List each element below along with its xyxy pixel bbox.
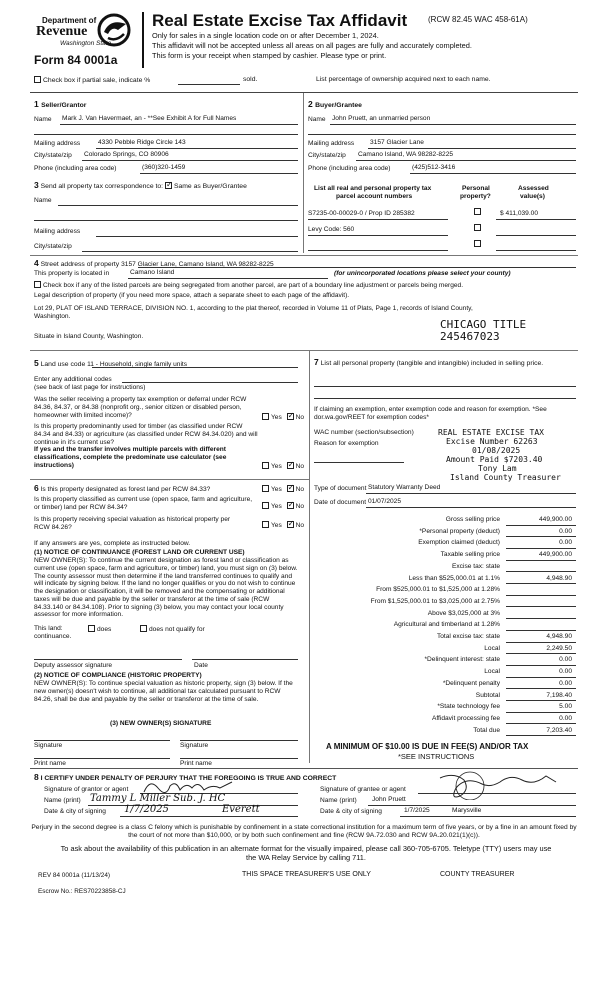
buyer-name-field[interactable]: John Pruett, an unmarried person xyxy=(332,115,431,122)
rule-6 xyxy=(30,479,309,480)
additional-codes-label: Enter any additional codes xyxy=(34,376,112,383)
pp-num: 7 xyxy=(314,357,319,367)
q2-no-checkbox[interactable] xyxy=(287,462,294,469)
tax-row-value[interactable]: 0.00 xyxy=(559,679,572,687)
new-owner-print-label-1: Print name xyxy=(34,760,66,767)
seller-name-label: Name xyxy=(34,116,52,123)
doc-type-label: Type of document xyxy=(314,485,367,492)
land-use-label: Land use code xyxy=(40,361,86,368)
legal-label: Legal description of property (if you need more space, attach a separate sheet to each page of the affidavit). xyxy=(34,292,350,299)
seller-name-field[interactable]: Mark J. Van Havermaet, an - **See Exhibit A for Full Names xyxy=(62,115,237,122)
forest-q2-yes[interactable] xyxy=(262,502,269,509)
personal-property-checkbox-2[interactable] xyxy=(474,224,481,231)
buyer-mailing-label: Mailing address xyxy=(308,140,355,147)
stamp-line2: Excise Number 62263 xyxy=(446,437,538,446)
tax-row-value[interactable]: 0.00 xyxy=(559,527,572,535)
forest-q2-answer: Yes ✓ No xyxy=(262,502,304,511)
personal-header2: property? xyxy=(460,193,491,200)
q2-answer: Yes ✓ No xyxy=(262,462,304,471)
escrow-label: Escrow No.: xyxy=(38,888,73,895)
street-label: Street address of property xyxy=(40,261,120,268)
new-owner-signature-label-2: Signature xyxy=(180,742,209,749)
middle-vertical-rule-2 xyxy=(309,351,310,763)
does-label: does xyxy=(97,626,112,633)
forest-q2: Is this property classified as current use (open space, farm and agriculture, or timber) land per RCW 84.34? xyxy=(34,496,253,511)
note3: This form is your receipt when stamped by cashier. Please type or print. xyxy=(152,51,387,60)
dept-line1: Department of xyxy=(42,16,97,25)
does-not-checkbox[interactable] xyxy=(140,625,147,632)
forest-num: 6 xyxy=(34,483,39,493)
tax-row-label: Affidavit processing fee xyxy=(431,714,500,722)
doc-type-field[interactable]: Statutory Warranty Deed xyxy=(368,484,441,491)
tax-row-value[interactable]: 0.00 xyxy=(559,714,572,722)
grantor-sig-label: Signature of grantor or agent xyxy=(44,786,129,793)
partial-sale-checkbox[interactable] xyxy=(34,76,41,83)
grantee-print-field[interactable]: John Pruett xyxy=(372,796,406,803)
rev-number: REV 84 0001a (11/13/24) xyxy=(38,872,111,879)
forest-q1-answer: Yes ✓ No xyxy=(262,485,304,494)
notice2-body: NEW OWNER(S): To continue special valuation as historic property, sign (3) below. If the new owner(s) doesn't wish to continue, all additional tax calculated pursuant to RCW 84.26, shall be due and payable by the seller or transferor at the time of sale. xyxy=(34,680,293,703)
tax-row-value[interactable]: 0.00 xyxy=(559,539,572,547)
availability-note: To ask about the availability of this publication in an alternate format for the visually impaired, please call 360-705-6705. Teletype (TTY) users may use the WA Relay Service by calling 711. xyxy=(60,844,552,862)
parcels-header2: parcel account numbers xyxy=(336,193,413,200)
seller-city-label: City/state/zip xyxy=(34,152,72,159)
reason-label: Reason for exemption xyxy=(314,440,379,447)
tax-row-value[interactable]: 0.00 xyxy=(559,668,572,676)
personal-property-checkbox-1[interactable] xyxy=(474,208,481,215)
county-treasurer: COUNTY TREASURER xyxy=(440,871,515,878)
property-num: 4 xyxy=(34,258,39,268)
additional-codes-note: (see back of last page for instructions) xyxy=(34,384,146,391)
ownership-note: List percentage of ownership acquired next to each name. xyxy=(316,76,491,83)
partial-sale: Check box if partial sale, indicate % xyxy=(34,76,150,85)
stamp-line1: REAL ESTATE EXCISE TAX xyxy=(438,428,544,437)
see-instructions: *SEE INSTRUCTIONS xyxy=(398,752,475,761)
assessed-value-field[interactable]: $ 411,039.00 xyxy=(500,210,539,217)
dept-line2: Revenue xyxy=(36,24,88,39)
tax-row-value[interactable]: 2,249.50 xyxy=(546,644,572,652)
notice1-body: NEW OWNER(S): To continue the current designation as forest land or classification as current use (open space, farm and agriculture, or timber) land, you must sign on (3) below. The county assessor must then determine if the land transferred continues to qualify and will indicate by signing below. If the land no longer qualifies or you do not wish to continue the designation or classification, it will be removed and the compensating or additional taxes will be due and payable by the seller or transferor at the time of sale (RCW 84.33.140 or 84.34.108). Prior to signing (3) below, you may contact your local county assessor for more information. xyxy=(34,557,298,619)
segregated: Check box if any of the listed parcels are being segregated from another parcel, are part of a boundary line adjustment or parcels being merged. xyxy=(34,281,463,290)
buyer-mailing-field[interactable]: 3157 Glacier Lane xyxy=(370,139,424,146)
q2-text: Is this property predominantly used for timber (as classified under RCW 84.34 and 84.33) or agriculture (as classified under RCW 84.34.020) and will continue in it's current use? xyxy=(34,423,258,446)
rule-8 xyxy=(30,768,578,769)
grantor-date-label: Date & city of signing xyxy=(44,808,106,815)
stamp-line6: Island County Treasurer xyxy=(450,473,561,482)
tax-row-label: *State technology fee xyxy=(437,703,500,711)
tax-row-label: *Delinquent penalty xyxy=(442,679,500,687)
does-checkbox[interactable] xyxy=(88,625,95,632)
tax-row-value[interactable]: 0.00 xyxy=(559,656,572,664)
levy-code-field[interactable]: Levy Code: 560 xyxy=(308,226,355,233)
q1-text: Was the seller receiving a property tax exemption or deferral under RCW 84.36, 84.37, or 84.38 (nonprofit org., senior citizen or disabled person, homeowner with limited income)? xyxy=(34,396,247,419)
corr-name-label: Name xyxy=(34,197,52,204)
doc-date-label: Date of document xyxy=(314,499,367,506)
land-use-num: 5 xyxy=(34,358,39,368)
deputy-date-label: Date xyxy=(194,662,208,669)
same-as-buyer-label: Same as Buyer/Grantee xyxy=(173,183,247,190)
citation: (RCW 82.45 WAC 458-61A) xyxy=(428,15,528,24)
new-owner-signature-label-1: Signature xyxy=(34,742,63,749)
seller-num: 1 xyxy=(34,99,39,109)
rule-5 xyxy=(30,350,578,351)
q1-yes-checkbox[interactable] xyxy=(262,413,269,420)
assessed-header1: Assessed xyxy=(518,185,549,192)
located-label: This property is located in xyxy=(34,270,110,277)
tax-row-value[interactable]: 4,948.90 xyxy=(546,574,572,582)
land-use-field[interactable]: 11 - Household, single family units xyxy=(87,361,188,368)
tax-row-label: Total due xyxy=(473,726,500,734)
seller-heading: Seller/Grantor xyxy=(41,102,87,109)
grantor-date-field[interactable]: 1/7/2025 xyxy=(124,804,169,815)
seller-mailing-label: Mailing address xyxy=(34,140,81,147)
treasurer-use: THIS SPACE TREASURER'S USE ONLY xyxy=(242,871,371,878)
wac-label: WAC number (section/subsection) xyxy=(314,429,414,436)
assessed-header2: value(s) xyxy=(520,193,545,200)
chicago-title: CHICAGO TITLE xyxy=(440,318,527,331)
q1-no-checkbox[interactable] xyxy=(287,413,294,420)
seller-phone-label: Phone (including area code) xyxy=(34,165,117,172)
note2: This affidavit will not be accepted unless all areas on all pages are fully and accurately completed. xyxy=(152,41,472,50)
buyer-city-field[interactable]: Camano Island, WA 98282-8225 xyxy=(358,151,454,158)
segregated-checkbox[interactable] xyxy=(34,281,41,288)
grantee-date-field[interactable]: 1/7/2025 xyxy=(404,807,430,814)
grantor-city-field[interactable]: Everett xyxy=(222,804,260,815)
deputy-label: Deputy assessor signature xyxy=(34,662,113,669)
dept-line3: Washington State xyxy=(60,40,112,47)
tax-row-label: Less than $525,000.01 at 1.1% xyxy=(408,574,500,582)
minimum-note: A MINIMUM OF $10.00 IS DUE IN FEE(S) AND/OR TAX xyxy=(326,742,529,751)
tax-row-label: *Delinquent interest: state xyxy=(424,656,500,664)
situate: Situate in Island County, Washington. xyxy=(34,333,144,340)
form-number: Form 84 0001a xyxy=(34,53,118,67)
q2-yes-checkbox[interactable] xyxy=(262,462,269,469)
q2b-text: If yes and the transfer involves multiple parcels with different classifications, complete the predominate use calculator (see instructions) xyxy=(34,446,227,469)
notice2-title: (2) NOTICE OF COMPLIANCE (HISTORIC PROPERTY) xyxy=(34,672,202,679)
forest-q1-yes[interactable] xyxy=(262,485,269,492)
corr-mailing-label: Mailing address xyxy=(34,228,81,235)
exemption-note: If claiming an exemption, enter exemption code and reason for exemption. *See dor.wa.gov/REET for exemption codes* xyxy=(314,406,547,421)
same-as-buyer-checkbox[interactable] xyxy=(165,182,172,189)
tax-row-label: Above $3,025,000 at 3% xyxy=(427,609,500,617)
tax-row-label: From $1,525,000.01 to $3,025,000 at 2.75% xyxy=(370,597,500,605)
tax-row-label: From $525,000.01 to $1,525,000 at 1.28% xyxy=(376,586,500,594)
parcel-number-field[interactable]: S7235-00-00029-0 / Prop ID 285382 xyxy=(308,210,415,217)
seller-city-field[interactable]: Colorado Springs, CO 80906 xyxy=(84,151,169,158)
grantee-city-field[interactable]: Marysville xyxy=(452,807,482,814)
middle-vertical-rule xyxy=(303,93,304,253)
seller-phone-field[interactable]: (360)320-1459 xyxy=(142,164,186,171)
tax-row-value[interactable]: 5.00 xyxy=(559,703,572,711)
forest-q2-no[interactable] xyxy=(287,502,294,509)
stamp-line5: Tony Lam xyxy=(478,464,517,473)
forest-q1-no[interactable] xyxy=(287,485,294,492)
pp-label: List all personal property (tangible and intangible) included in selling price. xyxy=(320,360,544,367)
tax-row-label: *Personal property (deduct) xyxy=(419,527,500,535)
forest-q3: Is this property receiving special valuation as historical property per RCW 84.26? xyxy=(34,516,231,531)
page-title: Real Estate Excise Tax Affidavit xyxy=(152,11,408,30)
tax-row-label: Exemption claimed (deduct) xyxy=(418,539,500,547)
top-rule xyxy=(30,92,578,93)
tax-row-label: Excise tax: state xyxy=(451,562,500,570)
tax-row-label: Local xyxy=(484,668,500,676)
buyer-num: 2 xyxy=(308,99,313,109)
grantor-print-label: Name (print) xyxy=(44,797,81,804)
doc-date-field[interactable]: 01/07/2025 xyxy=(368,498,402,505)
street-field[interactable]: 3157 Glacier Lane, Camano Island, WA 98282-8225 xyxy=(121,261,274,268)
grantee-print-label: Name (print) xyxy=(320,797,357,804)
q1-answer: Yes ✓ No xyxy=(262,413,304,422)
corr-city-label: City/state/zip xyxy=(34,243,72,250)
if-yes-note: If any answers are yes, complete as instructed below. xyxy=(34,540,191,547)
forest-q3-no[interactable] xyxy=(287,521,294,528)
grantee-date-label: Date & city of signing xyxy=(320,808,382,815)
forest-q3-yes[interactable] xyxy=(262,521,269,528)
perjury-note: Perjury in the second degree is a class C felony which is punishable by confinement in a state correctional institution for a maximum term of five years, or by a fine in an amount fixed by the court of not more than $10,000, or by both such confinement and fine (RCW 9A.72.030 and RCW 9A.20.021(1)(c)). xyxy=(31,824,577,839)
tax-row-value[interactable]: 7,198.40 xyxy=(546,691,572,699)
sold-label: sold. xyxy=(243,76,258,83)
certify-num: 8 xyxy=(34,772,39,782)
note1: Only for sales in a single location code on or after December 1, 2024. xyxy=(152,31,379,40)
grantor-print-field[interactable]: Tammy L Miller Sub. J. HC xyxy=(90,793,226,804)
this-land-label: This land: xyxy=(34,625,63,632)
buyer-phone-label: Phone (including area code) xyxy=(308,165,391,172)
tax-row-value[interactable]: 4,948.90 xyxy=(546,633,572,640)
tax-row-label: Gross selling price xyxy=(445,516,500,523)
notice1-title: (1) NOTICE OF CONTINUANCE (FOREST LAND OR CURRENT USE) xyxy=(34,549,245,556)
buyer-city-label: City/state/zip xyxy=(308,152,346,159)
tax-row-label: Local xyxy=(484,644,500,652)
certify-title: I CERTIFY UNDER PENALTY OF PERJURY THAT THE FOREGOING IS TRUE AND CORRECT xyxy=(40,775,337,782)
buyer-phone-field[interactable]: (425)512-3416 xyxy=(412,164,456,171)
stamp-line4: Amount Paid $7203.40 xyxy=(446,455,543,464)
tax-row-value[interactable]: 7,203.40 xyxy=(546,726,572,734)
tax-row-label: Total excise tax: state xyxy=(436,633,500,640)
new-owner-print-label-2: Print name xyxy=(180,760,212,767)
forest-q1: Is this property designated as forest land per RCW 84.33? xyxy=(40,486,211,493)
continuance-label: continuance. xyxy=(34,633,72,640)
grantee-signature xyxy=(430,770,570,800)
chicago-number: 245467023 xyxy=(440,330,500,343)
rule-4 xyxy=(30,255,578,256)
tax-row-label: Agricultural and timberland at 1.28% xyxy=(393,621,500,629)
unincorporated-note: (for unincorporated locations please select your county) xyxy=(334,270,511,277)
seller-mailing-field[interactable]: 4330 Pebble Ridge Circle 143 xyxy=(98,139,186,146)
does-not-label: does not qualify for xyxy=(149,626,205,633)
tax-row-label: Taxable selling price xyxy=(440,551,500,559)
personal-header1: Personal xyxy=(462,185,490,192)
correspondence-label: Send all property tax correspondence to: xyxy=(40,183,164,190)
tax-row-label: Subtotal xyxy=(475,691,500,699)
parcels-header1: List all real and personal property tax xyxy=(314,185,432,192)
escrow xyxy=(38,888,126,896)
located-field[interactable]: Camano Island xyxy=(130,269,175,276)
buyer-name-label: Name xyxy=(308,116,326,123)
correspondence-num: 3 xyxy=(34,180,39,190)
header-divider xyxy=(142,12,144,68)
tax-row-value[interactable]: 449,900.00 xyxy=(538,551,572,559)
legal-line1[interactable]: Lot 29, PLAT OF ISLAND TERRACE, DIVISION NO. 1, according to the plat thereof, recorded in Volume 11 of Plats, Page 1, records of Island County, xyxy=(34,305,473,312)
notice3-title: (3) NEW OWNER(S) SIGNATURE xyxy=(110,720,212,727)
buyer-heading: Buyer/Grantee xyxy=(315,102,362,109)
legal-line2[interactable]: Washington. xyxy=(34,313,71,320)
tax-row-value[interactable]: 449,900.00 xyxy=(538,516,572,523)
personal-property-checkbox-3[interactable] xyxy=(474,240,481,247)
grantee-sig-label: Signature of grantee or agent xyxy=(320,786,406,793)
stamp-line3: 01/08/2025 xyxy=(472,446,521,455)
forest-q3-answer: Yes ✓ No xyxy=(262,521,304,530)
escrow-number: RES70223858-CJ xyxy=(74,888,126,895)
